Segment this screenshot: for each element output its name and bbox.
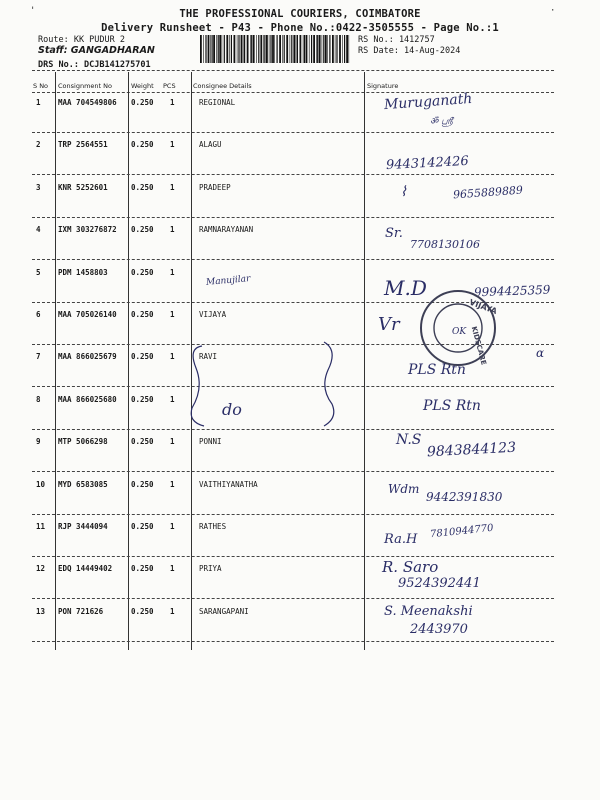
barcode-bar <box>306 35 308 63</box>
barcode-bar <box>317 35 318 63</box>
barcode-bar <box>231 35 232 63</box>
barcode-bar <box>241 35 243 63</box>
barcode-bar <box>263 35 264 63</box>
barcode-bar <box>219 35 221 63</box>
row-separator <box>32 641 554 642</box>
barcode-bar <box>247 35 249 63</box>
row-weight: 0.250 <box>131 522 154 531</box>
barcode-bar <box>296 35 297 63</box>
barcode-bar <box>213 35 215 63</box>
barcode-bar <box>279 35 281 63</box>
col-header-pcs: PCS <box>163 82 176 90</box>
barcode-bar <box>297 35 298 63</box>
row-sno: 2 <box>36 140 41 150</box>
barcode-bar <box>234 35 236 63</box>
row-consignee: SARANGAPANI <box>199 606 249 616</box>
barcode-bar <box>251 35 252 63</box>
row-sno: 7 <box>36 352 41 362</box>
signature-row-9: N.S <box>396 432 422 448</box>
row-consignment: MAA 705026140 <box>58 310 117 319</box>
barcode-bar <box>277 35 278 63</box>
barcode-bar <box>346 35 348 63</box>
phone-row-3: 9655889889 <box>452 183 524 202</box>
row-pcs: 1 <box>170 310 175 319</box>
row-consignee: RAVI <box>199 352 218 362</box>
barcode-bar <box>205 35 206 63</box>
note-row-7: PLS Rtn <box>408 362 466 378</box>
row-consignment: IXM 303276872 <box>58 225 117 235</box>
phone-row-13: 2443970 <box>410 622 468 637</box>
row-separator <box>32 598 554 599</box>
barcode-bar <box>260 35 262 63</box>
row-sno: 10 <box>36 479 46 489</box>
table-top-rule <box>32 70 554 71</box>
row-separator <box>32 174 554 175</box>
barcode-bar <box>253 35 255 63</box>
corner-mark: ' <box>30 6 36 16</box>
barcode-bar <box>224 35 225 63</box>
barcode-bar <box>269 35 270 63</box>
row-consignee: RAMNARAYANAN <box>199 225 254 235</box>
phone-row-2: 9443142426 <box>385 153 470 174</box>
signature-row-6: Vr <box>378 314 400 335</box>
row-pcs: 1 <box>170 564 175 574</box>
row-consignment: TRP 2564551 <box>58 140 108 150</box>
barcode-bar <box>274 35 275 63</box>
company-title: THE PROFESSIONAL COURIERS, COIMBATORE <box>179 8 421 20</box>
barcode-bar <box>210 35 211 63</box>
barcode-bar <box>335 35 336 63</box>
barcode-bar <box>222 35 223 63</box>
col-header-consignment: Consignment No <box>58 82 112 90</box>
row-pcs: 1 <box>170 182 175 192</box>
row-separator <box>32 132 554 133</box>
row-sno: 4 <box>36 225 41 235</box>
barcode-bar <box>203 35 204 63</box>
signature-row-10: Wdm <box>388 482 420 496</box>
barcode-bar <box>303 35 304 63</box>
row-sno: 6 <box>36 310 41 319</box>
barcode-bar <box>311 35 312 63</box>
row-weight: 0.250 <box>131 564 154 574</box>
row-weight: 0.250 <box>131 479 154 489</box>
row-sno: 9 <box>36 437 41 447</box>
row-sno: 8 <box>36 394 41 404</box>
row-consignment: MTP 5066298 <box>58 437 108 447</box>
row-consignee: PRIYA <box>199 564 222 574</box>
barcode-bar <box>266 35 268 63</box>
route-label: Route: KK PUDUR 2 <box>38 35 125 45</box>
row-sno: 13 <box>36 606 46 616</box>
row-weight: 0.250 <box>131 182 154 192</box>
row-sno: 1 <box>36 98 41 107</box>
barcode-bar <box>344 35 345 63</box>
barcode-bar <box>218 35 219 63</box>
drs-number: DRS No.: DCJB141275701 <box>38 60 151 70</box>
row-consignee: PRADEEP <box>199 182 231 192</box>
col-header-consignee: Consignee Details <box>193 82 252 90</box>
staff-label: Staff: GANGADHARAN <box>38 45 155 56</box>
barcode <box>199 35 351 63</box>
barcode-bar <box>258 35 259 63</box>
barcode-bar <box>290 35 291 63</box>
barcode-bar <box>200 35 202 63</box>
col-divider <box>364 72 365 650</box>
row-consignment: MAA 866025680 <box>58 394 117 404</box>
row-pcs: 1 <box>170 394 175 404</box>
note-row-8: PLS Rtn <box>423 398 481 414</box>
barcode-bar <box>282 35 283 63</box>
consignee-row-5-handwritten: Manujilar <box>205 274 251 288</box>
row-consignee: VIJAYA <box>199 310 227 319</box>
phone-row-9: 9843844123 <box>426 439 517 461</box>
phone-row-4: 7708130106 <box>410 238 480 251</box>
runsheet-title: Delivery Runsheet - P43 - Phone No.:0422-3505555 - Page No.:1 <box>101 22 499 34</box>
row-weight: 0.250 <box>131 140 154 150</box>
brace-annotation <box>182 338 342 428</box>
signature-row-4: Sr. <box>385 226 403 241</box>
phone-row-5: 9994425359 <box>473 282 551 300</box>
barcode-bar <box>286 35 288 63</box>
signature-row-11: Ra.H <box>384 532 418 547</box>
row-separator <box>32 514 554 515</box>
barcode-bar <box>272 35 274 63</box>
row-separator <box>32 259 554 260</box>
phone-row-12: 9524392441 <box>398 576 481 591</box>
row-pcs: 1 <box>170 98 175 107</box>
barcode-bar <box>244 35 245 63</box>
signature-row-1-mark: ॐ ஸ்ரீ <box>430 117 453 127</box>
barcode-bar <box>293 35 295 63</box>
barcode-bar <box>319 35 321 63</box>
row-consignment: RJP 3444094 <box>58 522 108 531</box>
barcode-bar <box>212 35 213 63</box>
row-consignment: EDQ 14449402 <box>58 564 113 574</box>
barcode-bar <box>329 35 330 63</box>
barcode-bar <box>325 35 327 63</box>
row-pcs: 1 <box>170 522 175 531</box>
row-separator <box>32 471 554 472</box>
row-sno: 11 <box>36 522 46 531</box>
barcode-bar <box>349 35 350 63</box>
barcode-bar <box>284 35 285 63</box>
signature-row-12: R. Saro <box>382 558 439 576</box>
barcode-bar <box>238 35 239 63</box>
barcode-bar <box>327 35 328 63</box>
signature-row-13: S. Meenakshi <box>384 604 473 619</box>
barcode-bar <box>342 35 343 63</box>
barcode-bar <box>237 35 238 63</box>
barcode-bar <box>316 35 317 63</box>
row-pcs: 1 <box>170 225 175 235</box>
barcode-bar <box>300 35 302 63</box>
row-weight: 0.250 <box>131 352 154 362</box>
col-header-sno: S No <box>33 82 49 90</box>
barcode-bar <box>208 35 210 63</box>
row-weight: 0.250 <box>131 310 154 319</box>
signature-row-3: ⌇ <box>400 184 407 200</box>
signature-row-1: Muruganath <box>383 90 473 114</box>
barcode-bar <box>264 35 265 63</box>
row-consignment: MAA 704549806 <box>58 98 117 107</box>
row-consignee: VAITHIYANATHA <box>199 479 258 489</box>
col-header-signature: Signature <box>367 82 399 90</box>
barcode-bar <box>216 35 217 63</box>
row-consignment: KNR 5252601 <box>58 182 108 192</box>
barcode-bar <box>256 35 257 63</box>
col-header-weight: Weight <box>131 82 154 90</box>
row-separator <box>32 217 554 218</box>
row-consignment: MYD 6583085 <box>58 479 108 489</box>
row-pcs: 1 <box>170 352 175 362</box>
row-consignment: MAA 866025679 <box>58 352 117 362</box>
row-weight: 0.250 <box>131 394 154 404</box>
stamp-text-top: VIJAYA <box>468 297 498 316</box>
row-consignee: ALAGU <box>199 140 222 150</box>
row-weight: 0.250 <box>131 98 154 107</box>
col-divider <box>55 72 56 650</box>
row-weight: 0.250 <box>131 437 154 447</box>
row-consignee: RATHES <box>199 522 227 531</box>
company-stamp <box>418 288 498 368</box>
table-header-rule <box>32 92 554 93</box>
col-divider <box>128 72 129 650</box>
signature-row-5: M.D <box>384 276 427 300</box>
barcode-bar <box>332 35 334 63</box>
barcode-bar <box>313 35 315 63</box>
row-sno: 12 <box>36 564 46 574</box>
rs-number: RS No.: 1412757 <box>358 35 435 45</box>
barcode-bar <box>309 35 310 63</box>
row-separator <box>32 556 554 557</box>
row-pcs: 1 <box>170 140 175 150</box>
barcode-bar <box>291 35 292 63</box>
barcode-bar <box>270 35 271 63</box>
rs-date: RS Date: 14-Aug-2024 <box>358 46 461 56</box>
stamp-text-center: OK <box>452 327 467 337</box>
ditto-row-8: do <box>222 400 242 419</box>
mark-row-7: α <box>536 346 545 360</box>
phone-row-11: 7810944770 <box>429 522 495 541</box>
row-weight: 0.250 <box>131 225 154 235</box>
row-consignment: PDM 1458803 <box>58 267 108 277</box>
barcode-bar <box>243 35 244 63</box>
barcode-bar <box>229 35 230 63</box>
row-pcs: 1 <box>170 479 175 489</box>
row-pcs: 1 <box>170 267 175 277</box>
phone-row-10: 9442391830 <box>426 490 503 504</box>
row-consignment: PON 721626 <box>58 606 104 616</box>
row-weight: 0.250 <box>131 267 154 277</box>
barcode-bar <box>226 35 228 63</box>
stamp-text-right: KIDSCARE <box>469 325 488 366</box>
row-sno: 5 <box>36 267 41 277</box>
barcode-bar <box>322 35 323 63</box>
barcode-bar <box>323 35 324 63</box>
row-pcs: 1 <box>170 606 175 616</box>
row-consignee: REGIONAL <box>199 98 236 107</box>
row-pcs: 1 <box>170 437 175 447</box>
barcode-bar <box>336 35 337 63</box>
barcode-bar <box>339 35 341 63</box>
row-sno: 3 <box>36 182 41 192</box>
barcode-bar <box>250 35 251 63</box>
row-weight: 0.250 <box>131 606 154 616</box>
row-consignee: PONNI <box>199 437 222 447</box>
barcode-bar <box>304 35 305 63</box>
row-separator <box>32 429 554 430</box>
corner-mark: · <box>550 6 556 16</box>
